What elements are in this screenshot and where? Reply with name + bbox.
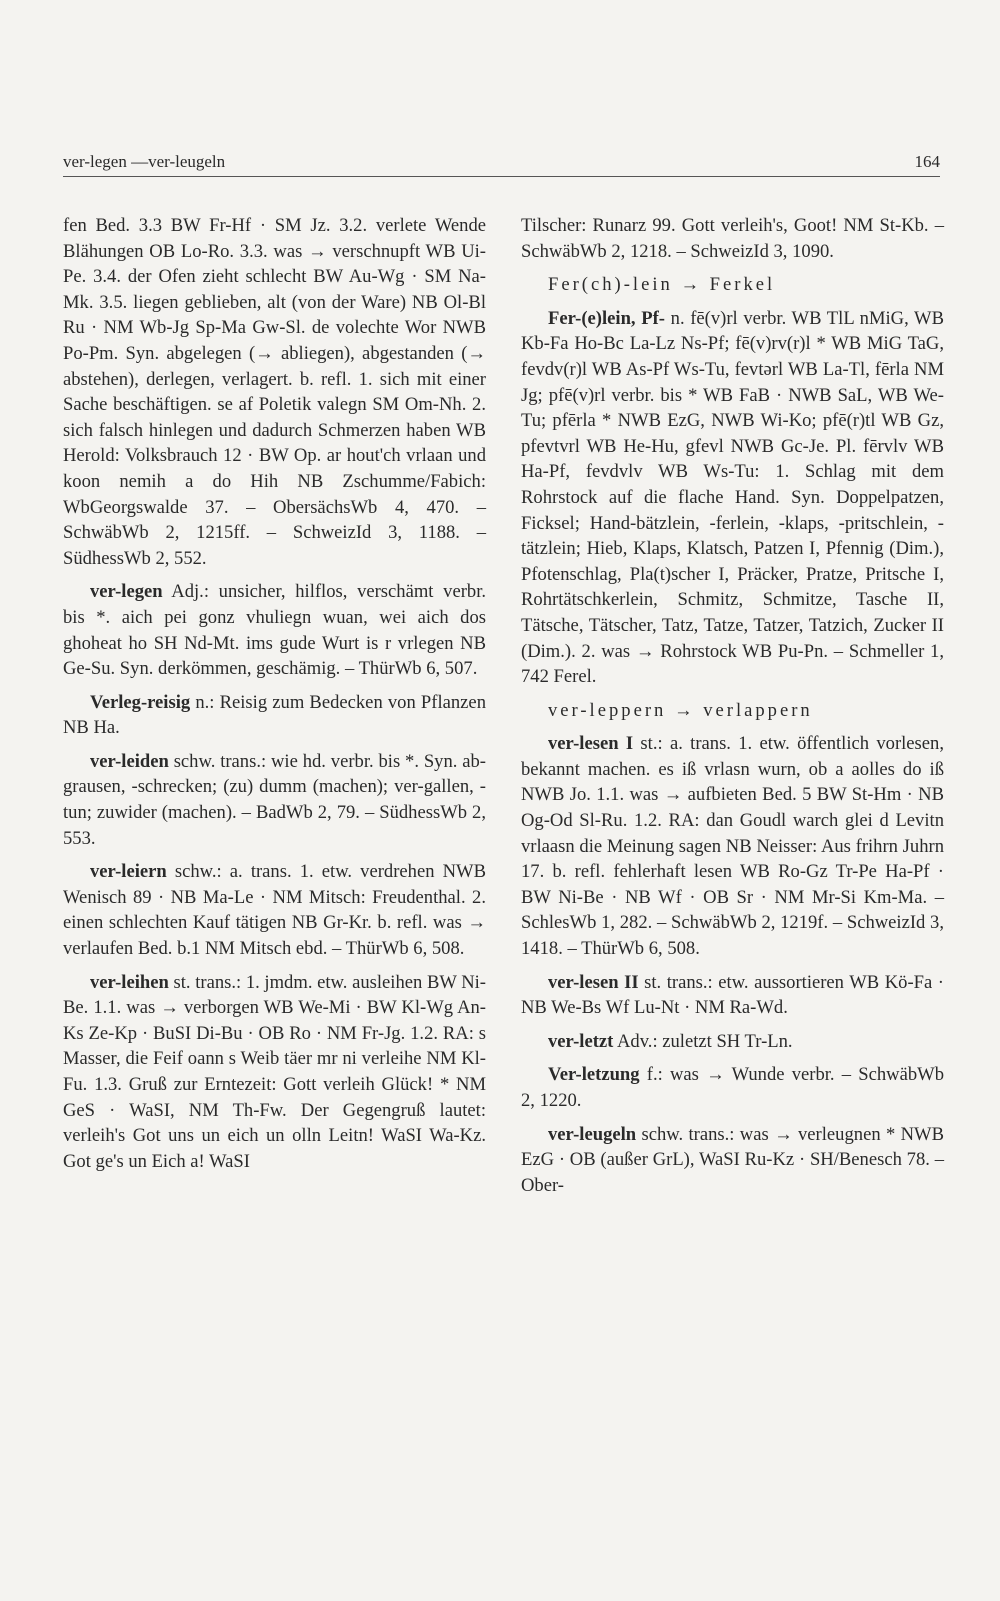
dictionary-entry (521, 1122, 944, 1199)
header-rule (63, 176, 940, 177)
entry-headword: ver-leugeln (548, 1123, 637, 1145)
dictionary-entry (63, 579, 486, 681)
entry-text: st.: a. trans. 1. etw. öffentlich vorlesen, bekannt machen. es iß vrlasn wurn, ob a aolles do iß NWB Jo. 1.1. was → aufbieten Bed. 5 BW St-Hm · NB Og-Od Sl-Ru. 1.2. RA: dan Goudl warch glei d Levitn vrlaasn die Meinung sagen NB Neisser: Aus frihrn Juhrn 17. b. refl. fehlerhaft lesen WB Ro-Gz Tr-Pe Ha-Pf · BW Ni-Be · NB Wf · OB Sr · NM Mr-Si Km-Ma. – SchlesWb 1, 282. – SchwäbWb 2, 1219f. – SchweizId 3, 1418. – ThürWb 6, 508. (521, 733, 944, 960)
page-number: 164 (914, 152, 940, 171)
dictionary-entry (521, 970, 944, 1021)
dictionary-entry (521, 731, 944, 961)
entry-continuation (521, 213, 944, 264)
right-column (521, 213, 944, 1198)
entry-headword: ver-letzt (548, 1030, 614, 1052)
entry-headword: ver-lesen I (548, 733, 634, 755)
dictionary-entry (63, 749, 486, 851)
dictionary-entry (63, 970, 486, 1175)
dictionary-entry (521, 1029, 944, 1055)
entry-headword: ver-legen (90, 581, 163, 603)
entry-text: f.: was → Wunde verbr. – SchwäbWb 2, 1220. (521, 1064, 944, 1111)
dictionary-entry (63, 859, 486, 961)
entry-text: Adv.: zuletzt SH Tr-Ln. (616, 1030, 793, 1052)
cross-reference-text: Fer(ch)-lein → Ferkel (548, 274, 776, 296)
dictionary-entry (521, 1062, 944, 1113)
entry-text: n. fē(v)rl verbr. WB TlL nMiG, WB Kb-Fa Ho-Bc La-Lz Ns-Pf; fē(v)rv(r)l * WB MiG TaG, fevdv(r)l WB As-Pf Ws-Tu, fevtərl WB La-Tl, fērla NM Jg; pfē(v)rl verbr. bis * WB FaB · NWB SaL, WB We-Tu; pfērla * NWB EzG, NWB Wi-Ko; pfē(r)tl WB Gz, pfevtvrl WB He-Hu, gfevl NWB Gc-Je. Pl. fērvlv WB Ha-Pf, fevdvlv WB Ws-Tu: 1. Schlag mit dem Rohrstock auf die flache Hand. Syn. Doppelpatzen, Ficksel; Hand-bätzlein, -ferlein, -klaps, -pritschlein, -tätzlein; Hieb, Klaps, Klatsch, Patzen I, Pfennig (Dim.), Pfotenschlag, Pla(t)scher I, Präcker, Pratze, Pritsche I, Rohrtätschkerlein, Schmitz, Schmitze, Tasche II, Tätsche, Tätscher, Tatz, Tatze, Tatzer, Tatzich, Zucker II (Dim.). 2. was → Rohrstock WB Pu-Pn. – Schmeller 1, 742 Ferel. (521, 307, 944, 688)
entry-text: schw. trans.: was → verleugnen * NWB EzG · OB (außer GrL), WaSI Ru-Kz · SH/Benesch 78. – Ober- (521, 1123, 944, 1196)
entry-headword: Ver-letzung (548, 1064, 640, 1086)
cross-reference (521, 272, 944, 298)
entry-text: schw.: a. trans. 1. etw. verdrehen NWB Wenisch 89 · NB Ma-Le · NM Mitsch: Freudenthal. 2. einen schlechten Kauf tätigen NB Gr-Kr. b. refl. was → verlaufen Bed. b.1 NM Mitsch ebd. – ThürWb 6, 508. (63, 861, 486, 960)
entry-headword: ver-leihen (90, 971, 169, 993)
entry-text: st. trans.: 1. jmdm. etw. ausleihen BW Ni-Be. 1.1. was → verborgen WB We-Mi · BW Kl-Wg An-Ks Ze-Kp · BuSI Di-Bu · OB Ro · NM Fr-Jg. 1.2. RA: s Masser, die Feif oann s Weib täer mr ni verleihe NM Kl-Fu. 1.3. Gruß zur Erntezeit: Gott verleih Glück! * NM GeS · WaSI, NM Th-Fw. Der Gegengruß lautet: verleih's Got uns un eich un olln Leitn! WaSI Wa-Kz. Got ge's un Eich a! WaSI (63, 971, 487, 1172)
cross-reference (521, 698, 944, 724)
dictionary-entry (521, 306, 944, 690)
cross-reference-text: ver-leppern → verlappern (548, 699, 813, 721)
left-column (63, 213, 486, 1174)
entry-headword: ver-leiern (90, 861, 167, 883)
entry-headword: Verleg-reisig (90, 691, 191, 713)
entry-text: n.: Reisig zum Bedecken von Pflanzen NB Ha. (63, 691, 486, 739)
entry-headword: Fer-(e)lein, Pf- (548, 307, 665, 329)
dictionary-entry (63, 690, 486, 741)
entry-text: fen Bed. 3.3 BW Fr-Hf · SM Jz. 3.2. verlete Wende Blähungen OB Lo-Ro. 3.3. was → verschnupft WB Ui-Pe. 3.4. der Ofen zieht schlecht BW Au-Wg · SM Na-Mk. 3.5. liegen geblieben, alt (von der Ware) NB Ol-Bl Ru · NM Wb-Jg Sp-Ma Gw-Sl. de volechte Wor NWB Po-Pm. Syn. abgelegen (→ abliegen), abgestanden (→ abstehen), derlegen, verlagert. b. refl. 1. sich mit einer Sache beschäftigen. se af Poletik valegn SM Om-Nh. 2. sich falsch hinlegen und dadurch Schmerzen haben WB Herold: Volksbrauch 12 · BW Op. ar hout'ch vrlaan und koon nemih a do Hih NB Zschumme/Fabich: WbGeorgswalde 37. – ObersächsWb 4, 470. – SchwäbWb 2, 1215ff. – SchweizId 3, 1188. – SüdhessWb 2, 552. (63, 215, 486, 569)
entry-continuation (63, 213, 486, 571)
entry-headword: ver-lesen II (548, 971, 639, 993)
entry-headword: ver-leiden (90, 750, 169, 772)
entry-text: schw. trans.: wie hd. verbr. bis *. Syn. ab-grausen, -schrecken; (zu) dumm (machen); ver-gallen, -tun; zuwider (machen). – BadWb 2, 79. – SüdhessWb 2, 553. (63, 750, 486, 849)
running-header-title: ver-legen —ver-leugeln (63, 152, 226, 171)
entry-text: st. trans.: etw. aussortieren WB Kö-Fa · NB We-Bs Wf Lu-Nt · NM Ra-Wd. (521, 971, 944, 1019)
entry-text: Adj.: unsicher, hilflos, verschämt verbr. bis *. aich pei gonz vhuliegn wuan, wei aich dos ghoheat ho SH Nd-Mt. ims gude Wurt is r vrlegen NB Ge-Su. Syn. derkömmen, geschämig. – ThürWb 6, 507. (63, 581, 487, 680)
entry-text: Tilscher: Runarz 99. Gott verleih's, Goot! NM St-Kb. – SchwäbWb 2, 1218. – SchweizId 3, 1090. (521, 215, 944, 262)
